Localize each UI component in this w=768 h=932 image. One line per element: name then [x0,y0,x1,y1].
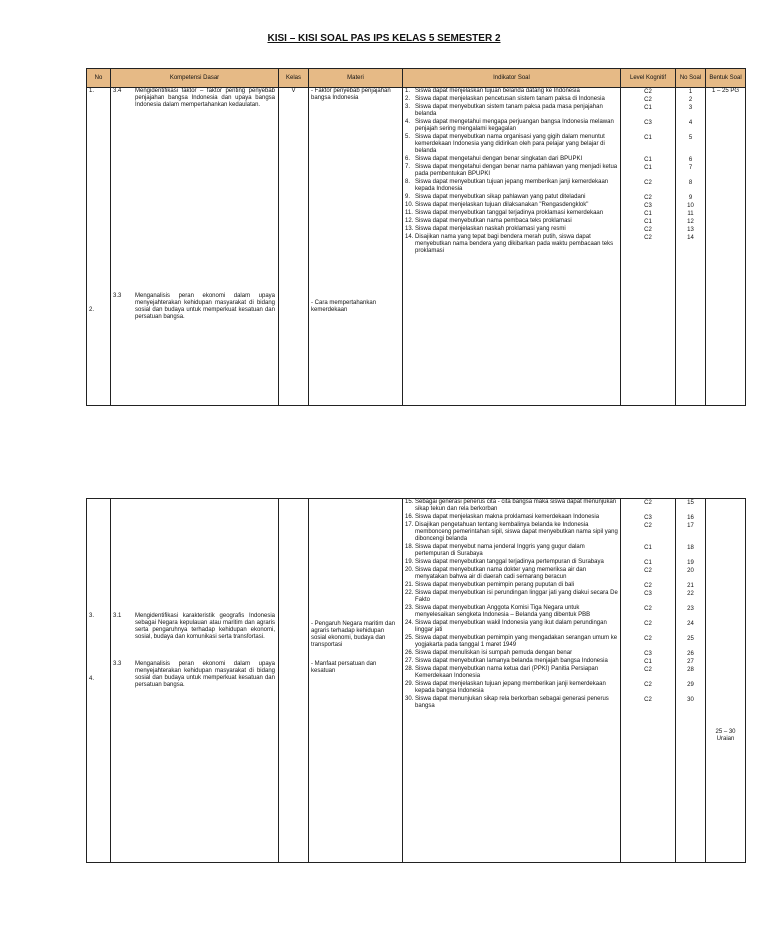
indicator-item [405,666,618,680]
level-value: C2 [644,522,652,529]
indicator-item [405,620,618,634]
soal-number: 25 [687,635,694,642]
level-value: C1 [644,156,652,163]
soal-number: 4 [688,119,693,126]
indicator-text: Siswa dapat menyebutkan tanggal terjadinya proklamasi kemerdekaan [415,210,604,216]
indicator-text: Siswa dapat menyebutkan tanggal terjadinya pertempuran di Surabaya [415,559,604,565]
indicator-item [405,635,618,649]
indicator-item [405,499,618,513]
nosoal-cell [676,88,706,406]
indikator-cell [403,499,621,863]
kd-number: 3. [89,613,95,619]
level-value: C3 [644,202,652,209]
level-value: C2 [644,620,652,627]
level-value: C1 [644,544,652,551]
kd-text: Mengidentifikasi faktor – faktor penting penyebab penjajahan bangsa Indonesia dan upaya bangsa Indonesia dalam mempertahankan kedaulatan. [135,88,275,108]
indicator-item [405,696,618,710]
level-value: C2 [644,226,652,233]
indicator-text: Siswa dapat menyebutkan Anggota Komisi Tiga Negara untuk menyelesaikan sengketa Indonesia – Belanda yang dibentuk PBB [415,605,591,618]
level-value: C3 [644,650,652,657]
kelas-cell [279,499,309,863]
kd-cell [111,499,279,863]
nosoal-cell [676,499,706,863]
kd-number: 1. [89,88,95,94]
level-value: C1 [644,658,652,665]
header-materi: Materi [309,69,403,88]
level-value: C2 [644,696,652,703]
indicator-number: 4. [405,119,411,125]
indicator-number: 2. [405,96,411,102]
header-bentuk-soal: Bentuk Soal [706,69,746,88]
soal-number: 9 [688,194,693,201]
indicator-number: 17. [405,522,414,528]
soal-number: 29 [687,681,694,688]
soal-number: 11 [687,210,694,217]
indicator-item [405,681,618,695]
soal-number: 12 [687,218,694,225]
indicator-text: Siswa dapat menyebutkan lamanya belanda menjajah bangsa Indonesia [415,658,608,664]
soal-number: 20 [687,567,694,574]
indicator-item [405,559,618,566]
indicator-text: Siswa dapat menjelaskan naskah proklamasi yang resmi [415,226,566,232]
indicator-item [405,658,618,665]
indicator-text: Siswa dapat menyebutkan nama ketua dari (PPKI) Panitia Persiapan Kemerdekaan Indonesia [415,666,599,679]
indicator-item [405,164,618,178]
level-value: C2 [644,194,652,201]
level-value: C2 [644,88,652,95]
indicator-text: Disajikan nama yang tepat bagi bendera merah putih, siswa dapat menyebutkan nama bendera yang dikibarkan pada waktu pembacaan teks proklamasi [415,234,614,254]
level-value: C2 [644,666,652,673]
indicator-number: 24. [405,620,414,626]
soal-number: 6 [688,156,693,163]
indicator-item [405,544,618,558]
indicator-number: 23. [405,605,414,611]
indicator-text: Siswa dapat menyebutkan nama pembaca teks proklamasi [415,218,572,224]
soal-number: 8 [688,179,693,186]
indicator-text: Siswa dapat mengetahui dengan benar singkatan dari BPUPKI [415,156,583,162]
kd-number: 4. [89,676,95,682]
indicator-number: 6. [405,156,411,162]
document-title: KISI – KISI SOAL PAS IPS KELAS 5 SEMESTER 2 [267,33,501,44]
materi-item: - Faktor penyebab penjajahan bangsa Indonesia [311,88,391,101]
soal-number: 17 [687,522,694,529]
no-cell [87,499,111,863]
indicator-text: Siswa dapat menunjukan sikap rela berkorban sebagai generasi penerus bangsa [415,696,609,709]
indicator-text: Siswa dapat menyebutkan wakil Indonesia yang ikut dalam perundingan linggar jati [415,620,607,633]
level-value: C2 [644,681,652,688]
indicator-number: 29. [405,681,414,687]
indicator-number: 10. [405,202,414,208]
materi-cell [309,499,403,863]
indicator-item [405,202,618,209]
indicator-number: 9. [405,194,411,200]
soal-number: 18 [687,544,694,551]
materi-cell [309,88,403,406]
indicator-number: 8. [405,179,411,185]
soal-number: 19 [687,559,694,566]
soal-number: 26 [687,650,694,657]
soal-number: 16 [687,514,694,521]
indicator-item [405,194,618,201]
indicator-text: Siswa dapat menjelaskan pencetusan sistem tanam paksa di Indonesia [415,96,605,102]
indicator-text: Siswa dapat menyebutkan sistem tanam paksa pada masa penjajahan belanda [415,104,603,117]
indicator-number: 27. [405,658,414,664]
header-kelas: Kelas [279,69,309,88]
materi-item: - Cara mempertahankan kemerdekaan [311,300,377,313]
indicator-text: Siswa dapat menyebut nama jenderal Inggris yang gugur dalam pertempuran di Surabaya [415,544,585,557]
indicator-number: 21. [405,582,414,588]
indicator-item [405,234,618,255]
level-value: C3 [644,119,652,126]
kd-code: 3.4 [113,88,122,94]
indicator-item [405,605,618,619]
indicator-number: 28. [405,666,414,672]
kd-text: Menganalisis peran ekonomi dalam upaya menyejahterakan kehidupan masyarakat di bidang sosial dan budaya untuk memperkuat kesatuan dan persatuan bangsa. [135,293,275,320]
indicator-number: 7. [405,164,411,170]
header-no-soal: No Soal [676,69,706,88]
indicator-item [405,104,618,118]
indicator-text: Siswa dapat menyebutkan nama dokter yang memeriksa air dan menyatakan bahwa air di daerah cadi semarang beracun [415,567,587,580]
kisi-table-2 [86,498,746,863]
indicator-item [405,226,618,233]
bentuk-cell: 1 – 25 PG [706,88,746,406]
indicator-number: 15. [405,499,414,505]
level-value: C3 [644,514,652,521]
soal-number: 3 [688,104,693,111]
level-value: C2 [644,499,652,506]
kd-number: 2. [89,307,95,313]
soal-number: 21 [687,582,694,589]
indicator-number: 20. [405,567,414,573]
indicator-number: 5. [405,134,411,140]
indicator-item [405,567,618,581]
level-value: C1 [644,164,652,171]
indicator-number: 18. [405,544,414,550]
indikator-cell [403,88,621,406]
header-indikator-soal: Indikator Soal [403,69,621,88]
level-value: C2 [644,96,652,103]
indicator-text: Siswa dapat menjelaskan makna proklamasi kemerdekaan Indonesia [415,514,600,520]
soal-number: 14 [687,234,694,241]
kd-code: 3.3 [113,661,122,667]
level-cell [621,88,676,406]
level-value: C1 [644,104,652,111]
kd-text: Mengidentifikasi karakteristik geografis Indonesia sebagai Negara kepulauan atau maritim dan agraris serta pengaruhnya terhadap kehidupan ekonomi, sosial, budaya dan komunikasi serta transfortasi. [135,613,275,640]
indicator-number: 22. [405,590,414,596]
level-value: C1 [644,134,652,141]
level-value: C1 [644,218,652,225]
indicator-text: Siswa dapat mengetahui dengan benar nama pahlawan yang menjadi ketua pada pembentukan BPUPKI [415,164,618,177]
table-row [87,499,746,863]
soal-number: 24 [687,620,694,627]
soal-number: 7 [688,164,693,171]
indicator-item [405,156,618,163]
indicator-item [405,514,618,521]
indicator-text: Siswa dapat menyebutkan nama organisasi yang gigih dalam menuntut kemerdekaan Indonesia yang didirikan oleh para pelajar yang belajar di belanda [415,134,605,154]
indicator-item [405,134,618,155]
indicator-number: 19. [405,559,414,565]
indicator-item [405,590,618,604]
soal-number: 15 [687,499,694,506]
kd-cell [111,88,279,406]
level-value: C2 [644,234,652,241]
kisi-table-1 [86,68,746,406]
level-value: C1 [644,210,652,217]
indicator-item [405,179,618,193]
soal-number: 30 [687,696,694,703]
materi-item: - Pengaruh Negara maritim dan agraris terhadap kehidupan sosial ekonomi, budaya dan transportasi [311,621,396,648]
indicator-number: 3. [405,104,411,110]
level-value: C1 [644,559,652,566]
indicator-text: Disajikan pengetahuan tentang kembalinya belanda ke Indonesia membonceng pemerintahan sipil, siswa dapat menyebutkan nama sipil yang diboncengi belanda [415,522,618,542]
soal-number: 28 [687,666,694,673]
indicator-text: Siswa dapat menuliskan isi sumpah pemuda dengan benar [415,650,573,656]
level-value: C2 [644,179,652,186]
indicator-item [405,522,618,543]
header-level-kognitif: Level Kognitif [621,69,676,88]
indicator-number: 13. [405,226,414,232]
soal-number: 1 [688,88,693,95]
soal-number: 13 [687,226,694,233]
kd-code: 3.3 [113,293,122,299]
indicator-text: Siswa dapat menjelaskan tujuan jepang memberikan janji kemerdekaan kepada bangsa Indonesia [415,681,606,694]
indicator-item [405,210,618,217]
soal-number: 23 [687,605,694,612]
soal-number: 5 [688,134,693,141]
kd-text: Menganalisis peran ekonomi dalam upaya menyejahterakan kehidupan masyarakat di bidang sosial dan budaya untuk memperkuat kesatuan dan persatuan bangsa. [135,661,275,688]
kelas-cell: V [279,88,309,406]
soal-number: 2 [688,96,693,103]
header-kompetensi-dasar: Kompetensi Dasar [111,69,279,88]
indicator-number: 12. [405,218,414,224]
indicator-item [405,88,618,95]
soal-number: 27 [687,658,694,665]
indicator-text: Siswa dapat menyebutkan isi perundingan linggar jati yang diakui secara De Fakto [415,590,618,603]
level-value: C2 [644,635,652,642]
indicator-number: 26. [405,650,414,656]
indicator-item [405,582,618,589]
indicator-text: Siswa dapat menyebutkan pemimpin perang puputan di bali [415,582,575,588]
kd-code: 3.1 [113,613,122,619]
header-no: No [87,69,111,88]
indicator-text: Siswa dapat menyebutkan pemimpin yang mengadakan serangan umum ke yogjakarta pada tanggal 1 maret 1949 [415,635,618,648]
bentuk-cell [706,499,746,863]
bentuk-soal-value: 25 – 30 Uraian [715,729,736,742]
indicator-text: Siswa dapat menyebutkan sikap pahlawan yang patut diteladani [415,194,586,200]
indicator-number: 11. [405,210,413,216]
indicator-text: Siswa dapat mengetahui mengapa perjuangan bangsa Indonesia melawan penjajah sering mengalami kegagalan [415,119,614,132]
level-value: C2 [644,582,652,589]
indicator-number: 25. [405,635,414,641]
level-value: C2 [644,605,652,612]
indicator-text: Siswa dapat menyebutkan tujuan jepang memberikan janji kemerdekaan kepada Indonesia [415,179,609,192]
indicator-text: Sebagai generasi penerus cita - cita bangsa maka siswa dapat menunjukan sikap tekun dan rela berkorban [415,499,617,512]
level-value: C3 [644,590,652,597]
materi-item: - Manfaat persatuan dan kesatuan [311,661,377,674]
table-header-row [87,69,746,88]
indicator-item [405,650,618,657]
level-value: C2 [644,567,652,574]
soal-number: 22 [687,590,694,597]
indicator-number: 1. [405,88,411,94]
indicator-number: 30. [405,696,414,702]
indicator-number: 16. [405,514,414,520]
indicator-item [405,218,618,225]
indicator-item [405,96,618,103]
indicator-text: Siswa dapat menjelaskan tujuan dilaksanakan "Rengasdengklok" [415,202,589,208]
indicator-text: Siswa dapat menjelaskan tujuan belanda datang ke Indonesia [415,88,580,94]
level-cell [621,499,676,863]
soal-number: 10 [687,202,694,209]
no-cell [87,88,111,406]
indicator-item [405,119,618,133]
table-row [87,88,746,406]
indicator-number: 14. [405,234,414,240]
